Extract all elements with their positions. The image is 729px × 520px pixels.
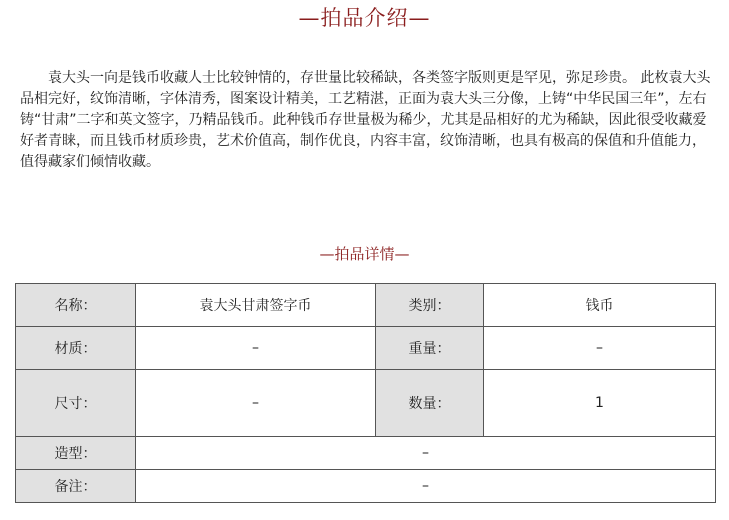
weight-label: 重量：	[376, 327, 484, 370]
shape-label: 造型：	[16, 437, 136, 470]
remarks-label: 备注：	[16, 470, 136, 503]
name-value: 袁大头甘肃签字币	[136, 284, 376, 327]
intro-paragraph: 袁大头一向是钱币收藏人士比较钟情的，存世量比较稀缺，各类签字版则更是罕见，弥足珍贵。 此枚袁大头品相完好，纹饰清晰，字体清秀，图案设计精美，工艺精湛，正面为袁大头三分像，上铸“中华民国三年”，左右铸“甘肃”二字和英文签字，乃精品钱币。此种钱币存世量极为稀少，尤其是品相好的尤为稀缺，因此很受收藏爱好者青睐，而且钱币材质珍贵，艺术价值高，制作优良，内容丰富，纹饰清晰，也具有极高的保值和升值能力，值得藏家们倾情收藏。	[20, 70, 711, 170]
category-label: 类别：	[376, 284, 484, 327]
quantity-value: 1	[484, 370, 716, 437]
intro-section-title: —拍品介绍—	[298, 6, 431, 30]
table-row	[16, 437, 716, 470]
material-label: 材质：	[16, 327, 136, 370]
table-row	[16, 284, 716, 327]
weight-value: –	[484, 327, 716, 370]
table-row	[16, 327, 716, 370]
quantity-label: 数量：	[376, 370, 484, 437]
remarks-value: –	[136, 470, 716, 503]
size-label: 尺寸：	[16, 370, 136, 437]
details-section-title: —拍品详情—	[319, 245, 410, 263]
material-value: –	[136, 327, 376, 370]
name-label: 名称：	[16, 284, 136, 327]
shape-value: –	[136, 437, 716, 470]
table-row	[16, 470, 716, 503]
details-table	[15, 283, 716, 503]
table-row	[16, 370, 716, 437]
category-value: 钱币	[484, 284, 716, 327]
size-value: –	[136, 370, 376, 437]
